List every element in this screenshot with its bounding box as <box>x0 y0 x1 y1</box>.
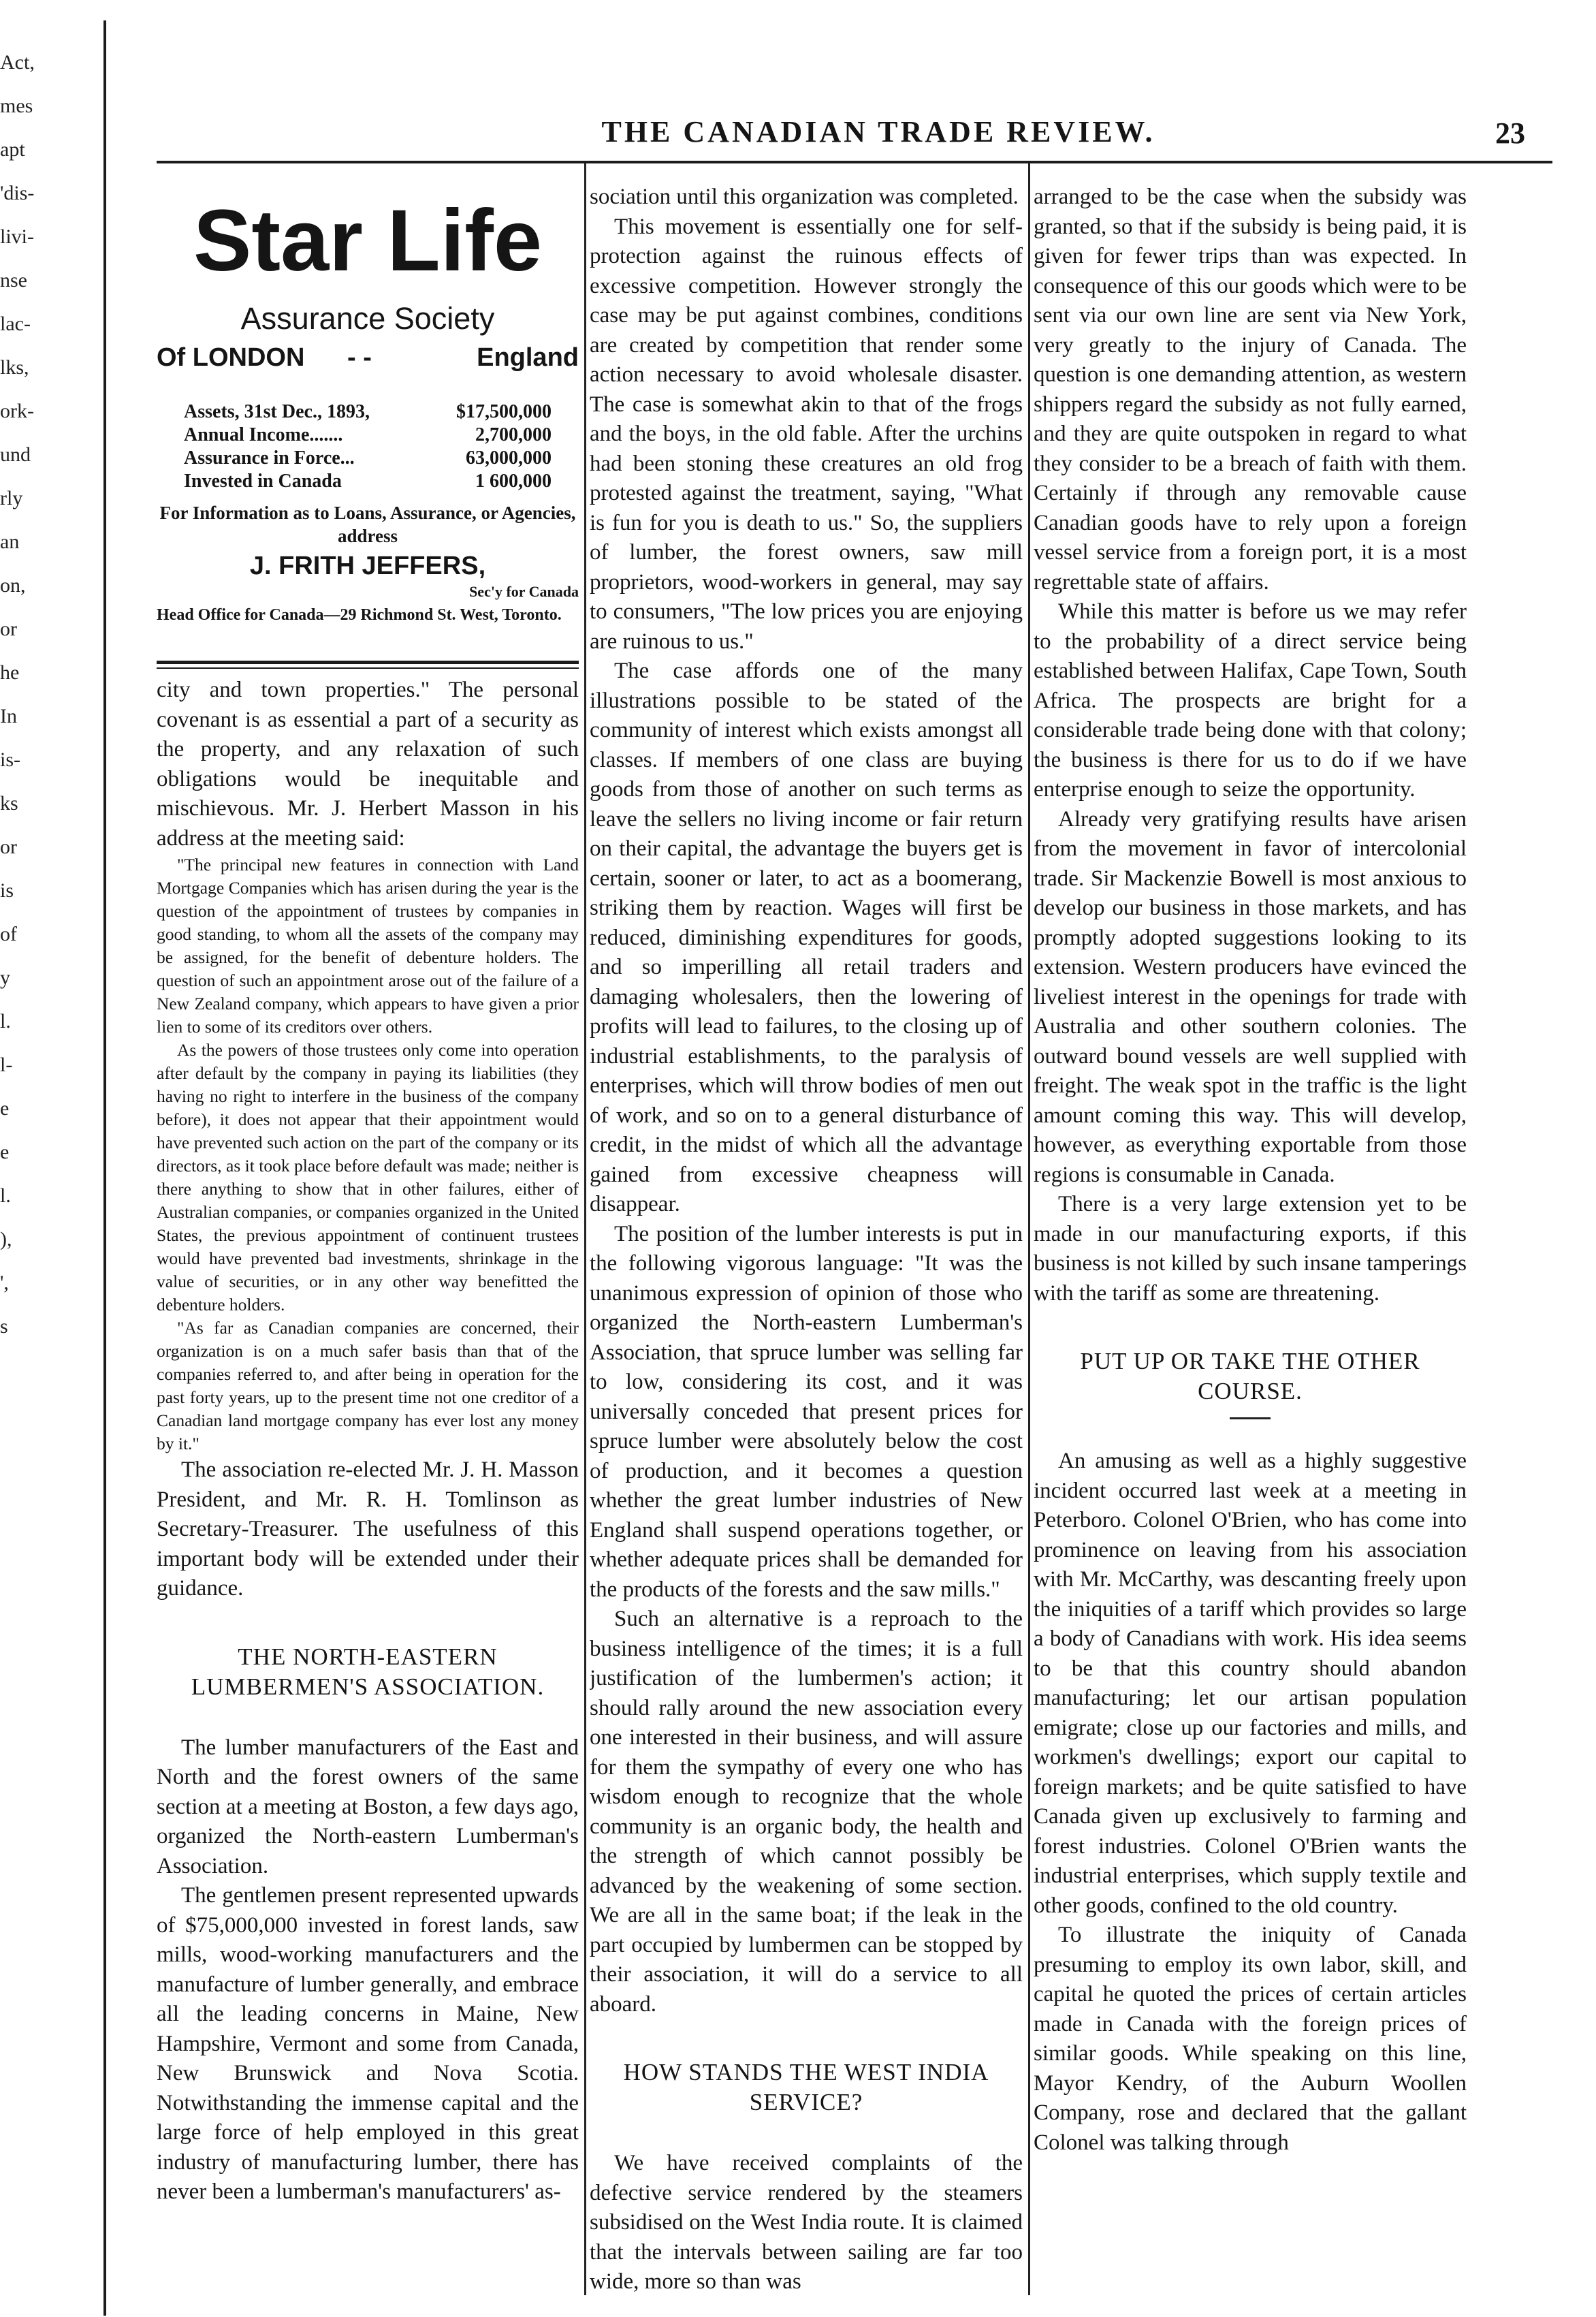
ad-country: England <box>477 343 579 372</box>
ad-agent-name: J. FRITH JEFFERS, <box>249 552 486 580</box>
margin-fragment: e <box>0 1097 10 1120</box>
paragraph: city and town properties." The personal covenant is as essential a part of a security as the property, and any relaxation of such obligations would be inequitable and mischievous. Mr. J. Herbert Masson in his address at the meeting said: <box>157 678 579 851</box>
margin-fragments <box>0 41 82 1403</box>
header-rule <box>157 161 1552 163</box>
paragraph: Already very gratifying results have arisen from the movement in favor of intercolonial trade. Sir Mackenzie Bowell is most anxious to develop our business in those markets, and has promptly adopted suggestions looking to its extension. Western producers have evinced the liveliest interest in the openings for trade with Australia and other southern colonies. The outward bound vessels are well supplied with freight. The weak spot in the traffic is the light amount coming this way. This will develop, however, as everything exportable from those regions is consumable in Canada. <box>1034 806 1467 1187</box>
quote-paragraph: "The principal new features in connection with Land Mortgage Companies which has arisen during the year is the question of the appointment of trustees by companies in good standing, to whom all the assets of the company may be assigned, for the benefit of debenture holders. The question of such an appointment arose out of the failure of a New Zealand company, which appears to have given a prior lien to some of its creditors over others. <box>157 855 579 1037</box>
paragraph: The case affords one of the many illustrations possible to be stated of the community of interest which exists amongst all classes. If members of one class are buying goods from those of another on such terms as leave the sellers no living income or fair return on their capital, the advantage the buyers get is certain, sooner or later, to act as a boomerang, striking them by reaction. Wages will first be reduced, diminishing expenditures for goods, and so imperilling all retail traders and damaging wholesalers, then the lowering of profits will lead to failures, to the closing up of industrial establishments, to the paralysis of enterprises, which will throw bodies of men out of work, and so on to a general disturbance of credit, in the midst of which all the advantage gained from excessive cheapness will disappear. <box>590 659 1023 1216</box>
margin-fragment: mes <box>0 95 33 117</box>
column-3 <box>1034 183 1467 2307</box>
section-heading: HOW STANDS THE WEST INDIA SERVICE? <box>623 2059 989 2115</box>
paragraph: The association re-elected Mr. J. H. Masson President, and Mr. R. H. Tomlinson as Secretary-Treasurer. The usefulness of this important body will be extended under their guidance. <box>157 1457 579 1601</box>
ad-dashes: - - <box>347 343 372 372</box>
ad-bottom-rule <box>157 661 579 664</box>
margin-fragment: e <box>0 1141 10 1163</box>
ad-agent-title: Sec'y for Canada <box>469 583 579 600</box>
page-number: 23 <box>1495 116 1525 150</box>
quote-paragraph: As the powers of those trustees only come into operation after default by the company in paying its liabilities (they having no right to interfere in the business of the company before), it does not appear that their appointment would have prevented such action on the part of the company or its directors, as it took place before default was made; neither is there anything to show that in other failures, either of Australian companies, or companies organized in the United States, the previous appointment of continuent trustees would have prevented bad investments, shrinkage in the value of securities, or in any other way benefitted the debenture holders. <box>157 1040 579 1314</box>
ad-subtitle: Assurance Society <box>240 301 495 336</box>
margin-fragment: 'dis- <box>0 182 35 204</box>
ad-info: For Information as to Loans, Assurance, or Agencies, address <box>159 503 576 546</box>
figure-amount: 1 600,000 <box>475 471 552 492</box>
paragraph: The gentlemen present represented upwards of $75,000,000 invested in forest lands, saw mills, wood-working manufacturers and the manufacture of lumber generally, and embrace all the leading concerns in Maine, New Hampshire, Vermont and some from Canada, New Brunswick and Nova Scotia. Notwithstanding the immense capital and the large force of help employed in this great industry of manufacturing lumber, there has never been a lumberman's manufacturers' as- <box>157 1883 579 2204</box>
paragraph: Such an alternative is a reproach to the business intelligence of the times; it is a full justification of the lumbermen's action; it should rally around the new association every one interested in their business, and will assure for them the sympathy of every one who has wisdom enough to recognize that the whole community is an organic body, the health and the strength of which cannot possibly be advanced by the weakening of some section. We are all in the same boat; if the leak in the part occupied by lumbermen can be stopped by their association, it will do a service to all aboard. <box>590 1607 1023 2017</box>
margin-fragment: he <box>0 661 20 684</box>
paragraph: To illustrate the iniquity of Canada presuming to employ its own labor, skill, and capital he quoted the prices of certain articles made in Canada with the foreign prices of similar goods. While speaking on this line, Mayor Kendry, of the Auburn Woollen Company, rose and declared that the gallant Colonel was talking through <box>1034 1923 1467 2155</box>
figure-label: Assets, 31st Dec., 1893, <box>184 401 370 422</box>
margin-fragment: of <box>0 923 17 945</box>
ad-of-london: Of LONDON <box>157 343 305 372</box>
paragraph: The position of the lumber interests is put in the following vigorous language: "It was the unanimous expression of opinion of those who organized the North-eastern Lumberman's Association, that spruce lumber was selling far to low, considering its cost, and it was universally conceded that present prices for spruce lumber were absolutely below the cost of production, and it becomes a question whether the great lumber industries of New England shall suspend operations together, or whether adequate prices shall be demanded for the products of the forests and the saw mills." <box>590 1221 1023 1602</box>
figure-label: Invested in Canada <box>184 471 342 492</box>
margin-fragment: In <box>0 705 17 727</box>
ad-figures <box>184 400 552 493</box>
column-1 <box>157 676 579 2297</box>
section-heading: PUT UP OR TAKE THE OTHER COURSE. <box>1080 1348 1420 1404</box>
paragraph: There is a very large extension yet to be made in our manufacturing exports, if this business is not killed by such insane tamperings with the tariff as some are threatening. <box>1034 1192 1467 1306</box>
ad-figure-row <box>184 424 552 447</box>
margin-fragment: l- <box>0 1054 13 1076</box>
ad-figure-row <box>184 447 552 470</box>
margin-fragment: livi- <box>0 225 34 248</box>
column-2 <box>590 183 1023 2307</box>
figure-label: Assurance in Force... <box>184 447 355 469</box>
margin-fragment: y <box>0 966 10 989</box>
margin-fragment: l. <box>0 1010 11 1033</box>
quote-paragraph: "As far as Canadian companies are concerned, their organization is on a much safer basis than that of the companies referred to, and after being in operation for the past forty years, up to the present time not one creditor of a Canadian land mortgage company has ever lost any money by it." <box>157 1318 579 1453</box>
paragraph: The lumber manufacturers of the East and North and the forest owners of the same section at a meeting at Boston, a few days ago, organized the North-eastern Lumberman's Association. <box>157 1735 579 1878</box>
figure-amount: 2,700,000 <box>475 424 552 445</box>
margin-rule <box>103 20 106 2316</box>
margin-fragment: lks, <box>0 356 29 379</box>
margin-fragment: an <box>0 531 20 553</box>
paragraph: sociation until this organization was completed. <box>590 185 1019 209</box>
figure-amount: $17,500,000 <box>456 401 552 422</box>
publication-title: THE CANADIAN TRADE REVIEW. <box>601 115 1155 148</box>
star-life-advertisement <box>157 192 579 647</box>
margin-fragment: l. <box>0 1184 11 1207</box>
margin-fragment: s <box>0 1315 8 1338</box>
ad-head-office: Head Office for Canada—29 Richmond St. West, Toronto. <box>157 606 562 624</box>
paragraph: While this matter is before us we may refer to the probability of a direct service being established between Halifax, Cape Town, South Africa. The prospects are bright for a considerable trade being done with that colony; the business is there for us to do if we have enterprise enough to seize the opportunity. <box>1034 599 1467 802</box>
margin-fragment: nse <box>0 269 27 291</box>
column-rule-1 <box>584 163 586 2295</box>
ad-figure-row <box>184 470 552 493</box>
ad-figure-row <box>184 400 552 424</box>
margin-fragment: rly <box>0 487 23 509</box>
margin-fragment: or <box>0 618 17 640</box>
margin-fragment: is <box>0 879 14 902</box>
figure-label: Annual Income....... <box>184 424 343 445</box>
margin-fragment: is- <box>0 748 20 771</box>
paragraph: arranged to be the case when the subsidy was granted, so that if the subsidy is being paid, it is given for fewer trips than was expected. In consequence of this our goods which were to be sent via our own line are sent via New York, very greatly to the injury of Canada. The question is one demanding attention, as western shippers regard the subsidy as not fully earned, and they are quite outspoken in regard to what they consider to be a breach of faith with them. Certainly if through any removable cause Canadian goods have to rely upon a foreign vessel service from a foreign port, it is a most regrettable state of affairs. <box>1034 185 1467 595</box>
heading-rule <box>1230 1417 1271 1419</box>
ad-bottom-rule-thin <box>157 667 579 669</box>
paragraph: This movement is essentially one for self-protection against the ruinous effects of excessive competition. However strongly the case may be put against combines, conditions are created by competition that render some action necessary to avoid wholesale disaster. The case is somewhat akin to that of the frogs and the boys, in the old fable. After the urchins had been stoning these creatures an old frog protested against the treatment, saying, "What is fun for you is death to us." So, the suppliers of lumber, the forest owners, saw mill proprietors, wood-workers in general, may say to consumers, "The low prices you are enjoying are ruinous to us." <box>590 214 1023 654</box>
margin-fragment: lac- <box>0 313 31 335</box>
margin-fragment: und <box>0 443 31 466</box>
margin-fragment: ks <box>0 792 18 815</box>
margin-fragment: ork- <box>0 400 34 422</box>
section-heading: THE NORTH-EASTERN LUMBERMEN'S ASSOCIATION. <box>191 1643 545 1700</box>
paragraph: We have received complaints of the defective service rendered by the steamers subsidised on the West India route. It is claimed that the intervals between sailing are far too wide, more so than was <box>590 2151 1023 2294</box>
margin-fragment: apt <box>0 138 25 161</box>
margin-fragment: ', <box>0 1272 9 1294</box>
masson-quote <box>157 853 579 1455</box>
margin-fragment: ), <box>0 1228 12 1250</box>
margin-fragment: or <box>0 836 17 858</box>
margin-fragment: on, <box>0 574 26 597</box>
margin-fragment: Act, <box>0 51 35 74</box>
ad-company-name: Star Life <box>193 192 543 289</box>
column-rule-2 <box>1028 163 1030 2295</box>
paragraph: An amusing as well as a highly suggestive incident occurred last week at a meeting in Peterboro. Colonel O'Brien, who has come into prominence on leaving from his association with Mr. McCarthy, was descanting freely upon the iniquities of a tariff which provides so large a body of Canadians with work. His idea seems to be that this country should abandon manufacturing; let our artisan population emigrate; close up our factories and mills, and workmen's dwellings; export our capital to foreign markets; and be quite satisfied to have Canada given up exclusively to farming and forest industries. Colonel O'Brien wants the industrial enterprises, which supply textile and other goods, confined to the old country. <box>1034 1449 1467 1918</box>
page-header <box>116 114 1573 162</box>
figure-amount: 63,000,000 <box>466 447 552 469</box>
